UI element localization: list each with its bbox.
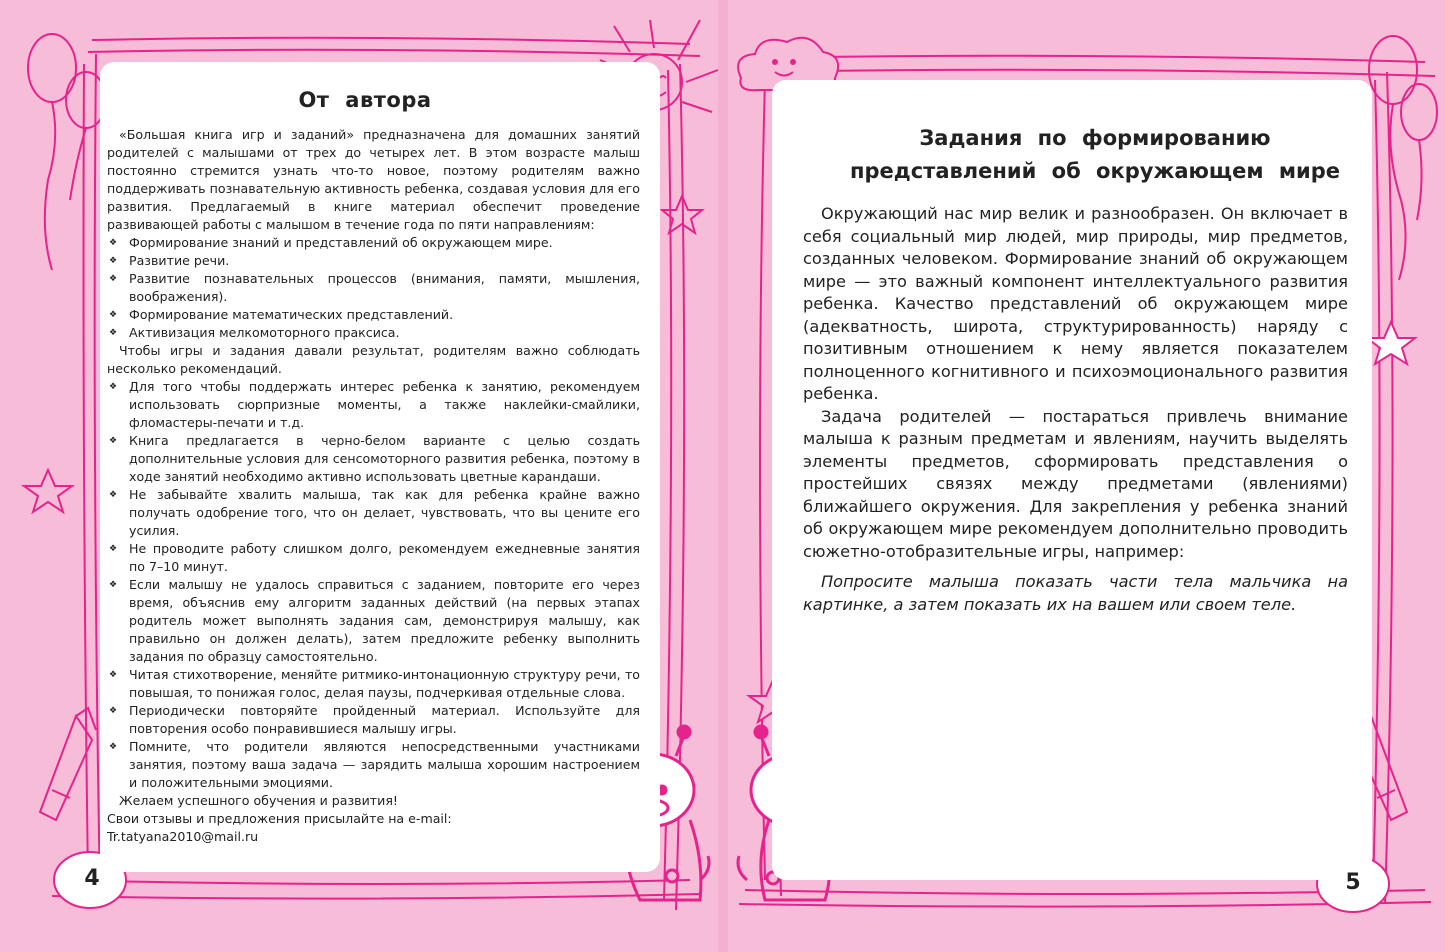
email-address: Tr.tatyana2010@mail.ru bbox=[107, 829, 259, 844]
list-item: ❖ Если малышу не удалось справиться с заданием, повторите его через время, объяснив ему алгоритм заданных действий (на первых этапах родитель может выполнять задания сам, демонстрируя малышу, как правильно он должен делать), затем предложите ребенку выполнить задания по образцу самостоятельно. bbox=[107, 576, 640, 666]
list-item: ❖ Для того чтобы поддержать интерес ребенка к занятию, рекомендуем использовать сюрпризные моменты, а также наклейки-смайлики, фломастеры-печати и т.д. bbox=[107, 378, 640, 432]
page-number: 5 bbox=[1345, 870, 1361, 895]
page-number: 4 bbox=[84, 866, 100, 891]
list-item: ❖ Активизация мелкомоторного праксиса. bbox=[107, 324, 640, 342]
list-item: ❖ Развитие познавательных процессов (внимания, памяти, мышления, воображения). bbox=[107, 270, 640, 306]
recommendations-list bbox=[107, 378, 640, 792]
left-page bbox=[0, 0, 720, 952]
star-icon bbox=[1367, 322, 1415, 364]
list-item: ❖ Развитие речи. bbox=[107, 252, 640, 270]
title-line: Задания по формированию bbox=[919, 126, 1271, 150]
page-title bbox=[810, 122, 1380, 188]
directions-list bbox=[107, 234, 640, 342]
star-icon bbox=[24, 470, 72, 512]
example-text: Попросите малыша показать части тела мальчика на картинке, а затем показать их на вашем или своем теле. bbox=[803, 572, 1348, 614]
closing-wish: Желаем успешного обучения и развития! bbox=[119, 793, 398, 808]
list-item: ❖ Формирование математических представлений. bbox=[107, 306, 640, 324]
list-item: ❖ Не забывайте хвалить малыша, так как для ребенка крайне важно получать одобрение того, что он делает, чувствовать, что вы цените его усилия. bbox=[107, 486, 640, 540]
paragraph: Окружающий нас мир велик и разнообразен. Он включает в себя социальный мир людей, мир природы, мир предметов, созданных человеком. Формирование знаний об окружающем мире — это важный компонент интеллектуального развития ребенка. Качество представлений об окружающем мире (адекватность, широта, структурированность) наряду с позитивным отношением к нему является показателем полноценного когнитивного и психоэмоционального развития ребенка. bbox=[803, 204, 1348, 403]
recommendations-intro: Чтобы игры и задания давали результат, родителям важно соблюдать несколько рекомендаций. bbox=[107, 343, 640, 376]
list-item: ❖ Не проводите работу слишком долго, рекомендуем ежедневные занятия по 7–10 минут. bbox=[107, 540, 640, 576]
paragraph: Задача родителей — постараться привлечь внимание малыша к разным предметам и явлениям, научить выделять элементы предметов, сформировать представления о простейших связях между предметами (явлениями) ближайшего окружения. Для закрепления у ребенка знаний об окружающем мире рекомендуем дополнительно проводить сюжетно-отобразительные игры, например: bbox=[803, 406, 1348, 561]
page-title: От автора bbox=[298, 88, 432, 112]
title-line: представлений об окружающем мире bbox=[849, 159, 1341, 183]
intro-paragraph: «Большая книга игр и заданий» предназначена для домашних занятий родителей с малышами от трех до четырех лет. В этом возрасте малыш постоянно стремится узнать что-то новое, поэтому родителям важно поддерживать познавательную активность ребенка, создавая условия для его развития. Предлагаемый в книге материал обеспечит проведение развивающей работы с малышом в течение года по пяти направлениям: bbox=[107, 127, 640, 232]
right-body-text bbox=[803, 203, 1348, 616]
list-item: ❖ Формирование знаний и представлений об окружающем мире. bbox=[107, 234, 640, 252]
list-item: ❖ Помните, что родители являются непосредственными участниками занятия, поэтому ваша задача — зарядить малыша хорошим настроением и положительными эмоциями. bbox=[107, 738, 640, 792]
feedback-note: Свои отзывы и предложения присылайте на e-mail: bbox=[107, 811, 452, 826]
list-item: ❖ Книга предлагается в черно-белом варианте с целью создать дополнительные условия для сенсомоторного развития ребенка, поэтому в ходе занятий необходимо активно использовать цветные карандаши. bbox=[107, 432, 640, 486]
left-body-text bbox=[107, 126, 640, 846]
list-item: ❖ Периодически повторяйте пройденный материал. Используйте для повторения особо понравившиеся малышу игры. bbox=[107, 702, 640, 738]
list-item: ❖ Читая стихотворение, меняйте ритмико-интонационную структуру речи, то повышая, то понижая голос, делая паузы, подчеркивая отдельные слова. bbox=[107, 666, 640, 702]
